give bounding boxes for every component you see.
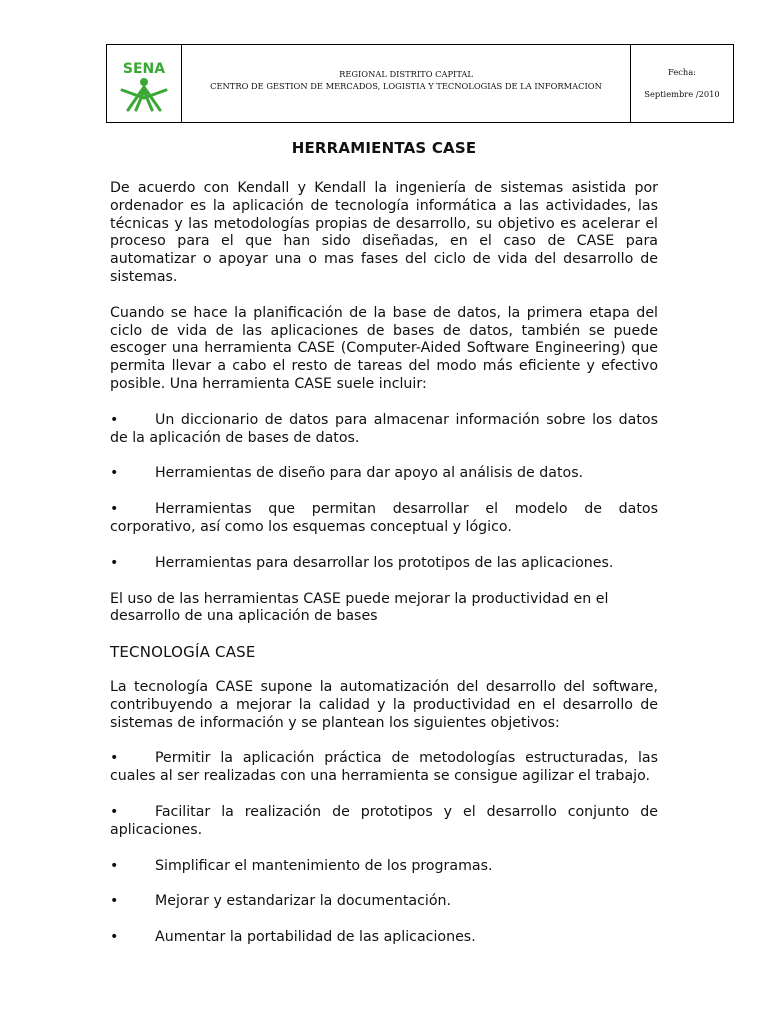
- bullet-text: Permitir la aplicación práctica de metodologías estructuradas, las cuales al ser realizadas con una herramienta se consigue agilizar el trabajo.: [110, 750, 658, 785]
- paragraph-2: Cuando se hace la planificación de la base de datos, la primera etapa del ciclo de vida de las aplicaciones de bases de datos, también se puede escoger una herramienta CASE (Computer-Aided Software Engineering) que permita llevar a cabo el resto de tareas del modo más eficiente y efectivo posible. Una herramienta CASE suele incluir:: [110, 304, 658, 392]
- header-line-1: REGIONAL DISTRITO CAPITAL: [339, 68, 473, 79]
- bullet-marker: •: [110, 857, 119, 874]
- paragraph-4: La tecnología CASE supone la automatización del desarrollo del software, contribuyendo a mejorar la calidad y la productividad en el desarrollo de sistemas de información y se plantean los siguientes objetivos:: [110, 678, 658, 731]
- bullet-item: [110, 555, 658, 573]
- bullet-item: [110, 858, 658, 876]
- page-title: HERRAMIENTAS CASE: [291, 139, 477, 157]
- bullet-marker: •: [110, 465, 119, 482]
- bullet-text: Herramientas para desarrollar los prototipos de las aplicaciones.: [155, 554, 614, 571]
- sena-logo: [107, 45, 182, 122]
- bullet-item: [110, 804, 658, 840]
- bullet-list-1: [110, 412, 658, 573]
- bullet-text: Facilitar la realización de prototipos y el desarrollo conjunto de aplicaciones.: [110, 803, 658, 838]
- bullet-item: [110, 929, 658, 947]
- bullet-text: Un diccionario de datos para almacenar información sobre los datos de la aplicación de bases de datos.: [110, 411, 658, 446]
- bullet-marker: •: [110, 750, 119, 767]
- bullet-marker: •: [110, 554, 119, 571]
- bullet-marker: •: [110, 411, 119, 428]
- paragraph-1: De acuerdo con Kendall y Kendall la ingeniería de sistemas asistida por ordenador es la aplicación de tecnología informática a las actividades, las técnicas y las metodologías propias de desarrollo, su objetivo es acelerar el proceso para el que han sido diseñadas, en el caso de CASE para automatizar o apoyar una o mas fases del ciclo de vida del desarrollo de sistemas.: [110, 180, 658, 285]
- bullet-text: Aumentar la portabilidad de las aplicaciones.: [155, 929, 476, 946]
- header-line-2: CENTRO DE GESTION DE MERCADOS, LOGISTIA Y TECNOLOGIAS DE LA INFORMACION: [210, 80, 602, 91]
- date-label: Fecha:: [668, 67, 696, 77]
- header-date: [631, 45, 733, 122]
- bullet-marker: •: [110, 501, 119, 518]
- sena-logo-icon: [114, 54, 174, 114]
- bullet-text: Simplificar el mantenimiento de los programas.: [155, 857, 493, 874]
- bullet-marker: •: [110, 893, 119, 910]
- bullet-marker: •: [110, 803, 119, 820]
- bullet-item: [110, 465, 658, 483]
- header-institution: [182, 45, 631, 122]
- bullet-item: [110, 412, 658, 448]
- date-value: Septiembre /2010: [644, 89, 720, 99]
- bullet-item: [110, 501, 658, 537]
- logo-text: SENA: [122, 60, 166, 77]
- bullet-text: Herramientas que permitan desarrollar el modelo de datos corporativo, así como los esquemas conceptual y lógico.: [110, 501, 658, 535]
- document-header: [106, 44, 734, 123]
- bullet-list-2: [110, 750, 658, 947]
- bullet-item: [110, 893, 658, 911]
- document-body: [110, 180, 658, 965]
- paragraph-3: El uso de las herramientas CASE puede mejorar la productividad en el desarrollo de una aplicación de bases: [110, 590, 609, 625]
- bullet-text: Herramientas de diseño para dar apoyo al análisis de datos.: [155, 465, 584, 482]
- section-heading: TECNOLOGÍA CASE: [110, 643, 256, 662]
- bullet-marker: •: [110, 929, 119, 946]
- bullet-item: [110, 750, 658, 786]
- bullet-text: Mejorar y estandarizar la documentación.: [155, 893, 452, 910]
